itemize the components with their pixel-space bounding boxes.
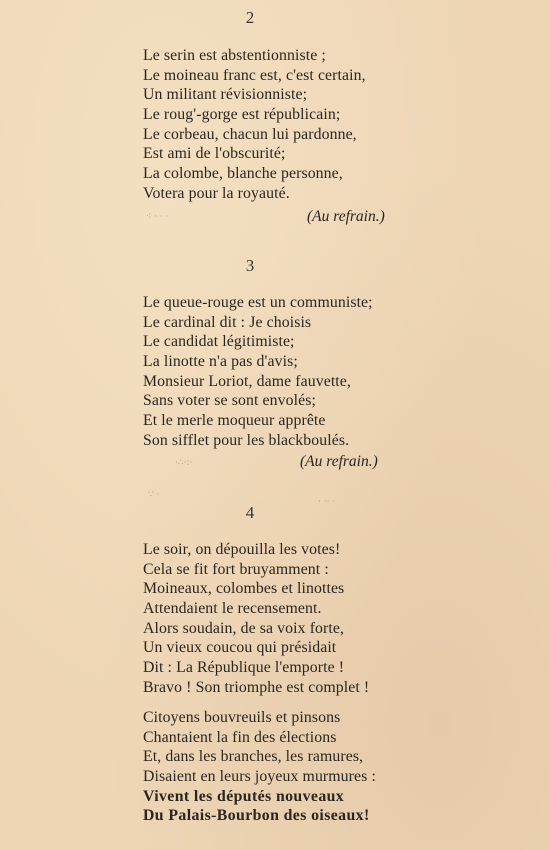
- refrain-note-2: (Au refrain.): [307, 208, 385, 225]
- verse-line: Chantaient la fin des élections: [143, 728, 337, 746]
- verse-line: Le queue-rouge est un communiste;: [143, 294, 373, 311]
- stanza-number-3: 3: [245, 256, 255, 275]
- verse-line: Alors soudain, de sa voix forte,: [143, 619, 345, 637]
- verse-line: Le cardinal dit : Je choisis: [143, 313, 312, 331]
- verse-line: Un militant révisionniste;: [143, 86, 308, 104]
- refrain-note-3: (Au refrain.): [300, 453, 378, 470]
- verse-line: Est ami de l'obscurité;: [143, 145, 286, 163]
- verse-line: La linotte n'a pas d'avis;: [143, 353, 298, 371]
- verse-line: La colombe, blanche personne,: [143, 165, 343, 183]
- verse-line: Le roug'-gorge est républicain;: [143, 106, 341, 124]
- verse-line: Le serin est abstentionniste ;: [143, 47, 326, 64]
- verse-line: Et le merle moqueur apprête: [143, 412, 326, 430]
- verse-line: Un vieux coucou qui présidait: [143, 639, 337, 657]
- verse-line: Moineaux, colombes et linottes: [143, 580, 345, 598]
- paper-speck: ⁖ · · ·: [146, 212, 169, 222]
- verse-line-bold: Vivent les députés nouveaux: [143, 787, 345, 805]
- verse-line: Votera pour la royauté.: [143, 184, 290, 202]
- stanza-2: [143, 46, 366, 204]
- stanza-3: [143, 293, 373, 451]
- verse-line: Le soir, on dépouilla les votes!: [143, 541, 341, 558]
- stanza-4: [143, 540, 369, 698]
- paper-speck: ·∴·:·: [175, 458, 193, 468]
- verse-line: Son sifflet pour les blackboulés.: [143, 431, 350, 449]
- stanza-number-2: 2: [245, 8, 255, 27]
- verse-line: Sans voter se sont envolés;: [143, 392, 316, 410]
- verse-line: Cela se fit fort bruyamment :: [143, 560, 329, 578]
- verse-line: Citoyens bouvreuils et pinsons: [143, 709, 341, 726]
- verse-line: Dit : La République l'emporte !: [143, 659, 345, 677]
- verse-line: Monsieur Loriot, dame fauvette,: [143, 372, 351, 390]
- stanza-number-4: 4: [245, 503, 255, 522]
- final-stanza: [143, 708, 376, 826]
- verse-line: Le candidat légitimiste;: [143, 333, 295, 351]
- verse-line: Attendaient le recensement.: [143, 600, 322, 618]
- verse-line: Et, dans les branches, les ramures,: [143, 748, 364, 766]
- paper-speck: · ·· ·: [318, 497, 336, 507]
- paper-speck: ∵ ·: [148, 490, 160, 500]
- verse-line-bold: Du Palais-Bourbon des oiseaux!: [143, 807, 370, 825]
- verse-line: Le corbeau, chacun lui pardonne,: [143, 125, 357, 143]
- verse-line: Bravo ! Son triomphe est complet !: [143, 678, 370, 696]
- verse-line: Le moineau franc est, c'est certain,: [143, 66, 366, 84]
- verse-line: Disaient en leurs joyeux murmures :: [143, 768, 376, 786]
